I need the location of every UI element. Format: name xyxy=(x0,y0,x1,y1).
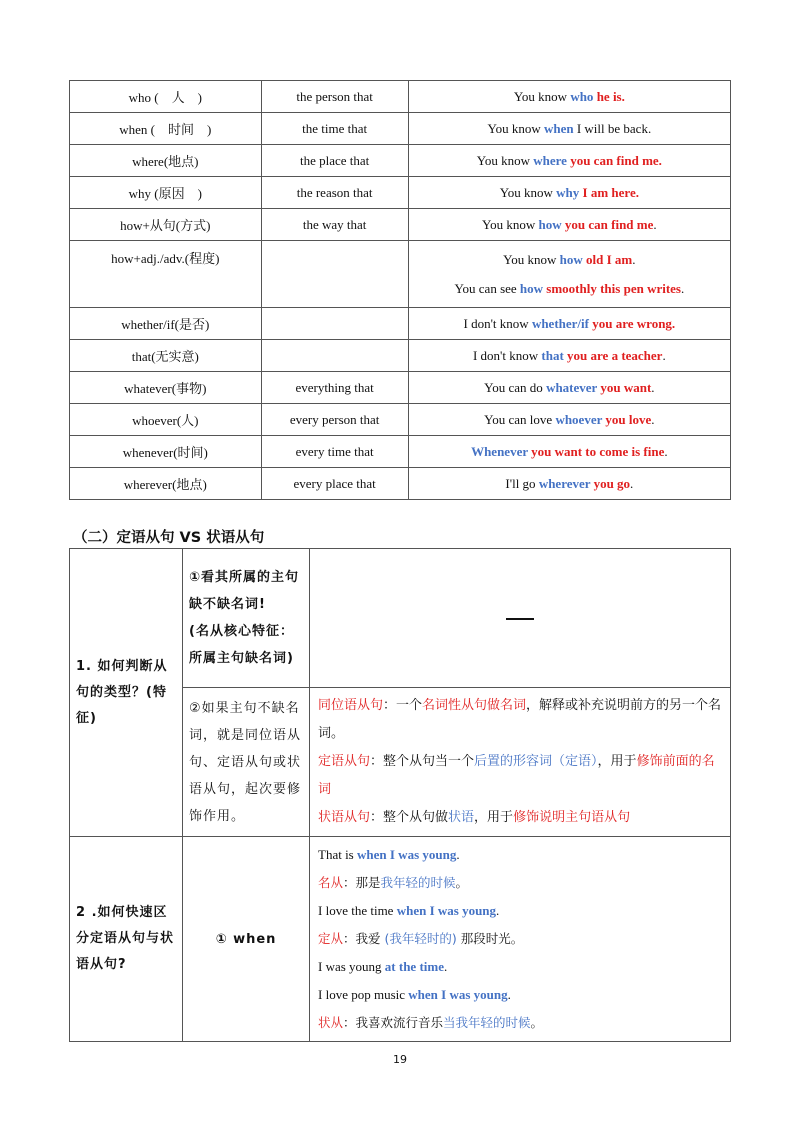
example-highlight: he is. xyxy=(593,88,625,104)
note-label: 定从 xyxy=(318,931,344,946)
no-content-cell xyxy=(310,549,731,688)
example-highlight: I am here. xyxy=(579,184,639,200)
example-cell xyxy=(408,209,730,241)
example-highlight: at the time xyxy=(384,959,444,974)
example-highlight: why xyxy=(556,184,580,200)
when-key-cell: ① when xyxy=(183,837,310,1042)
equivalent-cell: every time that xyxy=(261,436,408,468)
clause-comparison-table xyxy=(69,548,731,1042)
example-highlight: how xyxy=(519,281,544,296)
example-highlight: how xyxy=(538,216,562,232)
example-text: You can do xyxy=(484,379,547,395)
clause-word-cell: whether/if(是否) xyxy=(70,308,262,340)
example-text: You know xyxy=(513,88,571,104)
adverbial-text-2: ，用于 xyxy=(474,810,514,825)
example-highlight: whatever xyxy=(546,379,598,395)
equivalent-cell: the place that xyxy=(261,145,408,177)
note-label: 名从 xyxy=(318,875,344,890)
example-highlight: you love xyxy=(602,411,652,427)
clause-types-cell xyxy=(310,688,731,837)
attributive-text-2: ，用于 xyxy=(597,754,637,769)
attributive-label: 定语从句 xyxy=(318,754,371,769)
adverbial-label: 状语从句 xyxy=(318,810,371,825)
clause-word-cell: whatever(事物) xyxy=(70,372,262,404)
example-cell xyxy=(408,177,730,209)
table-row xyxy=(70,372,731,404)
example-text: That is xyxy=(318,847,357,862)
example-highlight: when I was young xyxy=(357,847,457,862)
table-row xyxy=(70,177,731,209)
example-text: . xyxy=(496,903,500,918)
example-highlight: who xyxy=(570,88,594,104)
example-highlight: you are wrong. xyxy=(588,315,676,331)
clause-word-cell: why (原因 ) xyxy=(70,177,262,209)
note-label: 状从 xyxy=(318,1015,344,1030)
example-text: . xyxy=(681,281,685,296)
example-text: I will be back xyxy=(573,120,648,136)
clause-word-cell: how+从句(方式) xyxy=(70,209,262,241)
example-text: . xyxy=(632,252,636,267)
table-row xyxy=(70,308,731,340)
clause-word-table xyxy=(69,80,731,500)
example-highlight: whether/if xyxy=(531,315,589,331)
example-cell xyxy=(408,81,730,113)
example-highlight: you want to come is fine xyxy=(527,443,665,459)
example-highlight: whoever xyxy=(555,411,603,427)
question-1-cell: 1. 如何判断从句的类型？(特征) xyxy=(70,549,183,837)
note-text: ：那是 xyxy=(343,875,381,890)
clause-word-cell: how+adj./adv.(程度) xyxy=(70,241,262,308)
attributive-highlight-2: 修饰前面的名词 xyxy=(318,754,715,797)
example-cell xyxy=(408,340,730,372)
table-row xyxy=(70,436,731,468)
equivalent-cell: everything that xyxy=(261,372,408,404)
example-highlight: how xyxy=(559,252,583,267)
table-row xyxy=(70,145,731,177)
equivalent-cell xyxy=(261,340,408,372)
note-text: ：我喜欢流行音乐 xyxy=(343,1015,444,1030)
table-row xyxy=(70,404,731,436)
example-text: You know xyxy=(482,216,539,232)
attributive-highlight: 后置的形容词（定语） xyxy=(474,754,598,769)
section-title: （二）定语从句 VS 状语从句 xyxy=(73,530,265,546)
example-highlight: when I was young xyxy=(396,903,497,918)
example-cell xyxy=(408,145,730,177)
table-row xyxy=(70,241,731,308)
note-highlight: 当我年轻的时候 xyxy=(443,1015,531,1030)
clause-word-cell: where(地点) xyxy=(70,145,262,177)
clause-word-cell: wherever(地点) xyxy=(70,468,262,500)
clause-word-cell: whenever(时间) xyxy=(70,436,262,468)
example-text: . xyxy=(664,443,668,459)
appositive-line xyxy=(318,692,722,748)
example-text: I'll go xyxy=(505,475,539,491)
clause-word-cell: when ( 时间 ) xyxy=(70,113,262,145)
example-text: I don't know xyxy=(472,347,542,363)
adverbial-highlight: 状语 xyxy=(448,810,475,825)
example-text: . xyxy=(456,847,460,862)
table-row xyxy=(70,549,731,688)
example-text: . xyxy=(653,216,657,232)
example-text: You know xyxy=(487,120,544,136)
example-text: You can see xyxy=(454,281,520,296)
dash-mark xyxy=(506,618,534,620)
note-highlight: 我年轻的时候 xyxy=(380,875,456,890)
table-row xyxy=(70,468,731,500)
attributive-text: ：整个从句当一个 xyxy=(370,754,475,769)
note-line xyxy=(318,925,722,953)
example-text: I love the time xyxy=(318,903,397,918)
example-highlight: that xyxy=(541,347,564,363)
example-cell xyxy=(408,436,730,468)
equivalent-cell: the time that xyxy=(261,113,408,145)
example-text: You can love xyxy=(484,411,556,427)
criterion-b-cell: ②如果主句不缺名词，就是同位语从句、定语从句或状语从句，起次要修饰作用。 xyxy=(183,688,310,837)
example-highlight: Whenever xyxy=(471,443,528,459)
example-cell xyxy=(408,372,730,404)
appositive-text-2: ，解释或补充说明前方的另一个名词。 xyxy=(318,698,722,741)
criterion-a-note: (名从核心特征：所属主句缺名词) xyxy=(189,624,294,666)
appositive-highlight: 名词性从句做名词 xyxy=(422,698,527,713)
equivalent-cell xyxy=(261,241,408,308)
example-highlight: where xyxy=(533,152,567,168)
appositive-text: ：一个 xyxy=(383,698,423,713)
example-text: You know xyxy=(476,152,534,168)
example-cell xyxy=(408,241,730,308)
example-text: . xyxy=(444,959,448,974)
example-line xyxy=(318,841,722,869)
note-highlight: (我年轻时的) xyxy=(384,931,457,946)
note-text: 。 xyxy=(455,875,469,890)
equivalent-cell: every person that xyxy=(261,404,408,436)
table-row xyxy=(70,209,731,241)
example-cell xyxy=(408,404,730,436)
example-highlight: when xyxy=(543,120,574,136)
note-text: 。 xyxy=(530,1015,544,1030)
example-text: . xyxy=(662,347,666,363)
clause-word-cell: whoever(人) xyxy=(70,404,262,436)
note-line xyxy=(318,869,722,897)
adverbial-highlight-2: 修饰说明主句语从句 xyxy=(513,810,631,825)
equivalent-cell: every place that xyxy=(261,468,408,500)
example-text: You know xyxy=(499,184,557,200)
equivalent-cell: the way that xyxy=(261,209,408,241)
example-highlight: you want xyxy=(597,379,652,395)
example-cell xyxy=(408,468,730,500)
example-cell xyxy=(408,308,730,340)
example-cell xyxy=(408,113,730,145)
example-highlight: you can find me xyxy=(561,216,654,232)
example-line xyxy=(318,981,722,1009)
equivalent-cell: the person that xyxy=(261,81,408,113)
table-row xyxy=(70,113,731,145)
appositive-label: 同位语从句 xyxy=(318,698,384,713)
criterion-a-text: ①看其所属的主句缺不缺名词! xyxy=(189,570,300,612)
example-line xyxy=(318,897,722,925)
attributive-line xyxy=(318,748,722,804)
table-row xyxy=(70,81,731,113)
example-text: . xyxy=(647,120,652,136)
table-row xyxy=(70,340,731,372)
page-number: 19 xyxy=(393,1053,407,1066)
example-text: I was young xyxy=(318,959,385,974)
question-2-cell: 2 .如何快速区分定语从句与状语从句? xyxy=(70,837,183,1042)
clause-word-cell: that(无实意) xyxy=(70,340,262,372)
example-highlight: you go xyxy=(590,475,631,491)
example-text: . xyxy=(630,475,634,491)
equivalent-cell: the reason that xyxy=(261,177,408,209)
note-text: ：我爱 xyxy=(343,931,385,946)
example-text: I love pop music xyxy=(318,987,409,1002)
example-text: . xyxy=(651,411,655,427)
equivalent-cell xyxy=(261,308,408,340)
example-highlight: wherever xyxy=(538,475,591,491)
note-line xyxy=(318,1009,722,1037)
criterion-a-cell xyxy=(183,549,310,688)
example-highlight: smoothly this pen writes xyxy=(543,281,681,296)
example-text: . xyxy=(507,987,511,1002)
example-highlight: when I was young xyxy=(408,987,508,1002)
example-text: . xyxy=(651,379,655,395)
clause-word-cell: who ( 人 ) xyxy=(70,81,262,113)
example-highlight: you can find me. xyxy=(566,152,662,168)
adverbial-line xyxy=(318,804,722,832)
example-line xyxy=(318,953,722,981)
when-examples-cell xyxy=(310,837,731,1042)
example-text: You know xyxy=(503,252,560,267)
example-text: I don't know xyxy=(463,315,532,331)
example-highlight: you are a teacher xyxy=(563,347,663,363)
example-highlight: old I am xyxy=(582,252,633,267)
example-line xyxy=(413,245,726,274)
note-text: 那段时光。 xyxy=(456,931,524,946)
adverbial-text: ：整个从句做 xyxy=(370,810,449,825)
example-line xyxy=(413,274,726,303)
table-row xyxy=(70,837,731,1042)
